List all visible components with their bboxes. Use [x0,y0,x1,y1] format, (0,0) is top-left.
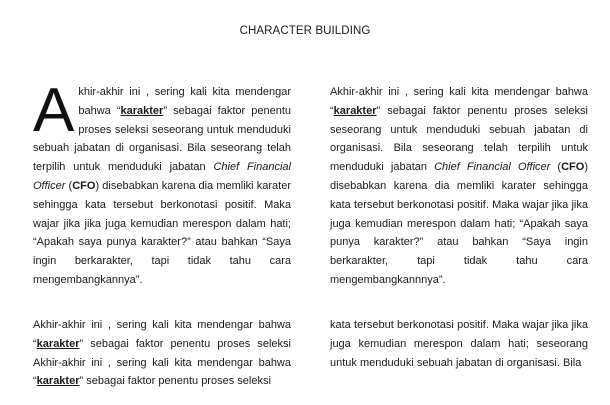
column-right-bottom [330,316,588,372]
keyword-karakter: karakter [120,104,164,117]
column-left-top [33,76,292,290]
text-run: ( [550,161,562,174]
text-run: kata tersebut berkonotasi positif. Maka wajar jika jika juga kemudian merespon dalam hati; seseorang untuk menduduki sebuah jabatan di organisasi. Bila [330,319,588,369]
keyword-karakter: karakter [36,337,80,350]
cfo-abbreviation: CFO [72,179,96,192]
role-title: Chief Financial Officer [33,161,291,192]
page-title: CHARACTER BUILDING [239,25,371,37]
column-left-bottom [33,316,291,391]
paragraph [33,76,292,290]
text-run: Akhir-akhir ini , sering kali kita mendengar bahwa “ [330,86,588,117]
keyword-karakter: karakter [36,375,80,388]
drop-cap: A [33,76,75,145]
keyword-karakter: karakter [333,104,377,117]
cfo-abbreviation: CFO [561,161,585,174]
text-run: ( [65,179,73,192]
text-run: Akhir-akhir ini , sering kali kita mendengar bahwa “ [33,319,291,350]
paragraph [330,316,588,372]
paragraph [330,83,588,290]
text-run: khir-akhir ini , sering kali kita mendengar bahwa “ [78,86,291,117]
text-run: ” sebagai faktor penentu proses seleksi Akhir-akhir ini , sering kali kita mendengar bahwa “ [33,337,291,388]
text-run: ) disebabkan karena dia memliki karater sehingga kata tersebut berkonotasi positif. Maka wajar jika jika juga kemudian merespon dalam hati; “Apakah saya punya karakter?” atau bahkan “Saya ingin berkarakter, tapi tidak tahu cara mengembangkannnya”. [330,161,588,286]
text-run: ) disebabkan karena dia memliki karater sehingga kata tersebut berkonotasi positif. Maka wajar jika jika juga kemudian merespon dalam hati; “Apakah saya punya karakter?” atau bahkan “Saya ingin berkarakter, tapi tidak tahu cara mengembangkannya”. [33,179,291,286]
text-run: ” sebagai faktor penentu proses seleksi seseorang untuk menduduki sebuah jabatan di organisasi. Bila seseorang telah terpilih untuk menduduki jabatan [330,104,588,174]
paragraph [33,316,291,391]
column-right-top [330,83,588,290]
text-run: ” sebagai faktor penentu proses seleksi seseorang untuk menduduki sebuah jabatan di organisasi. Bila seseorang telah terpilih untuk menduduki jabatan [33,104,292,174]
role-title: Chief Financial Officer [434,161,551,174]
text-run: ” sebagai faktor penentu proses seleksi [79,375,271,388]
